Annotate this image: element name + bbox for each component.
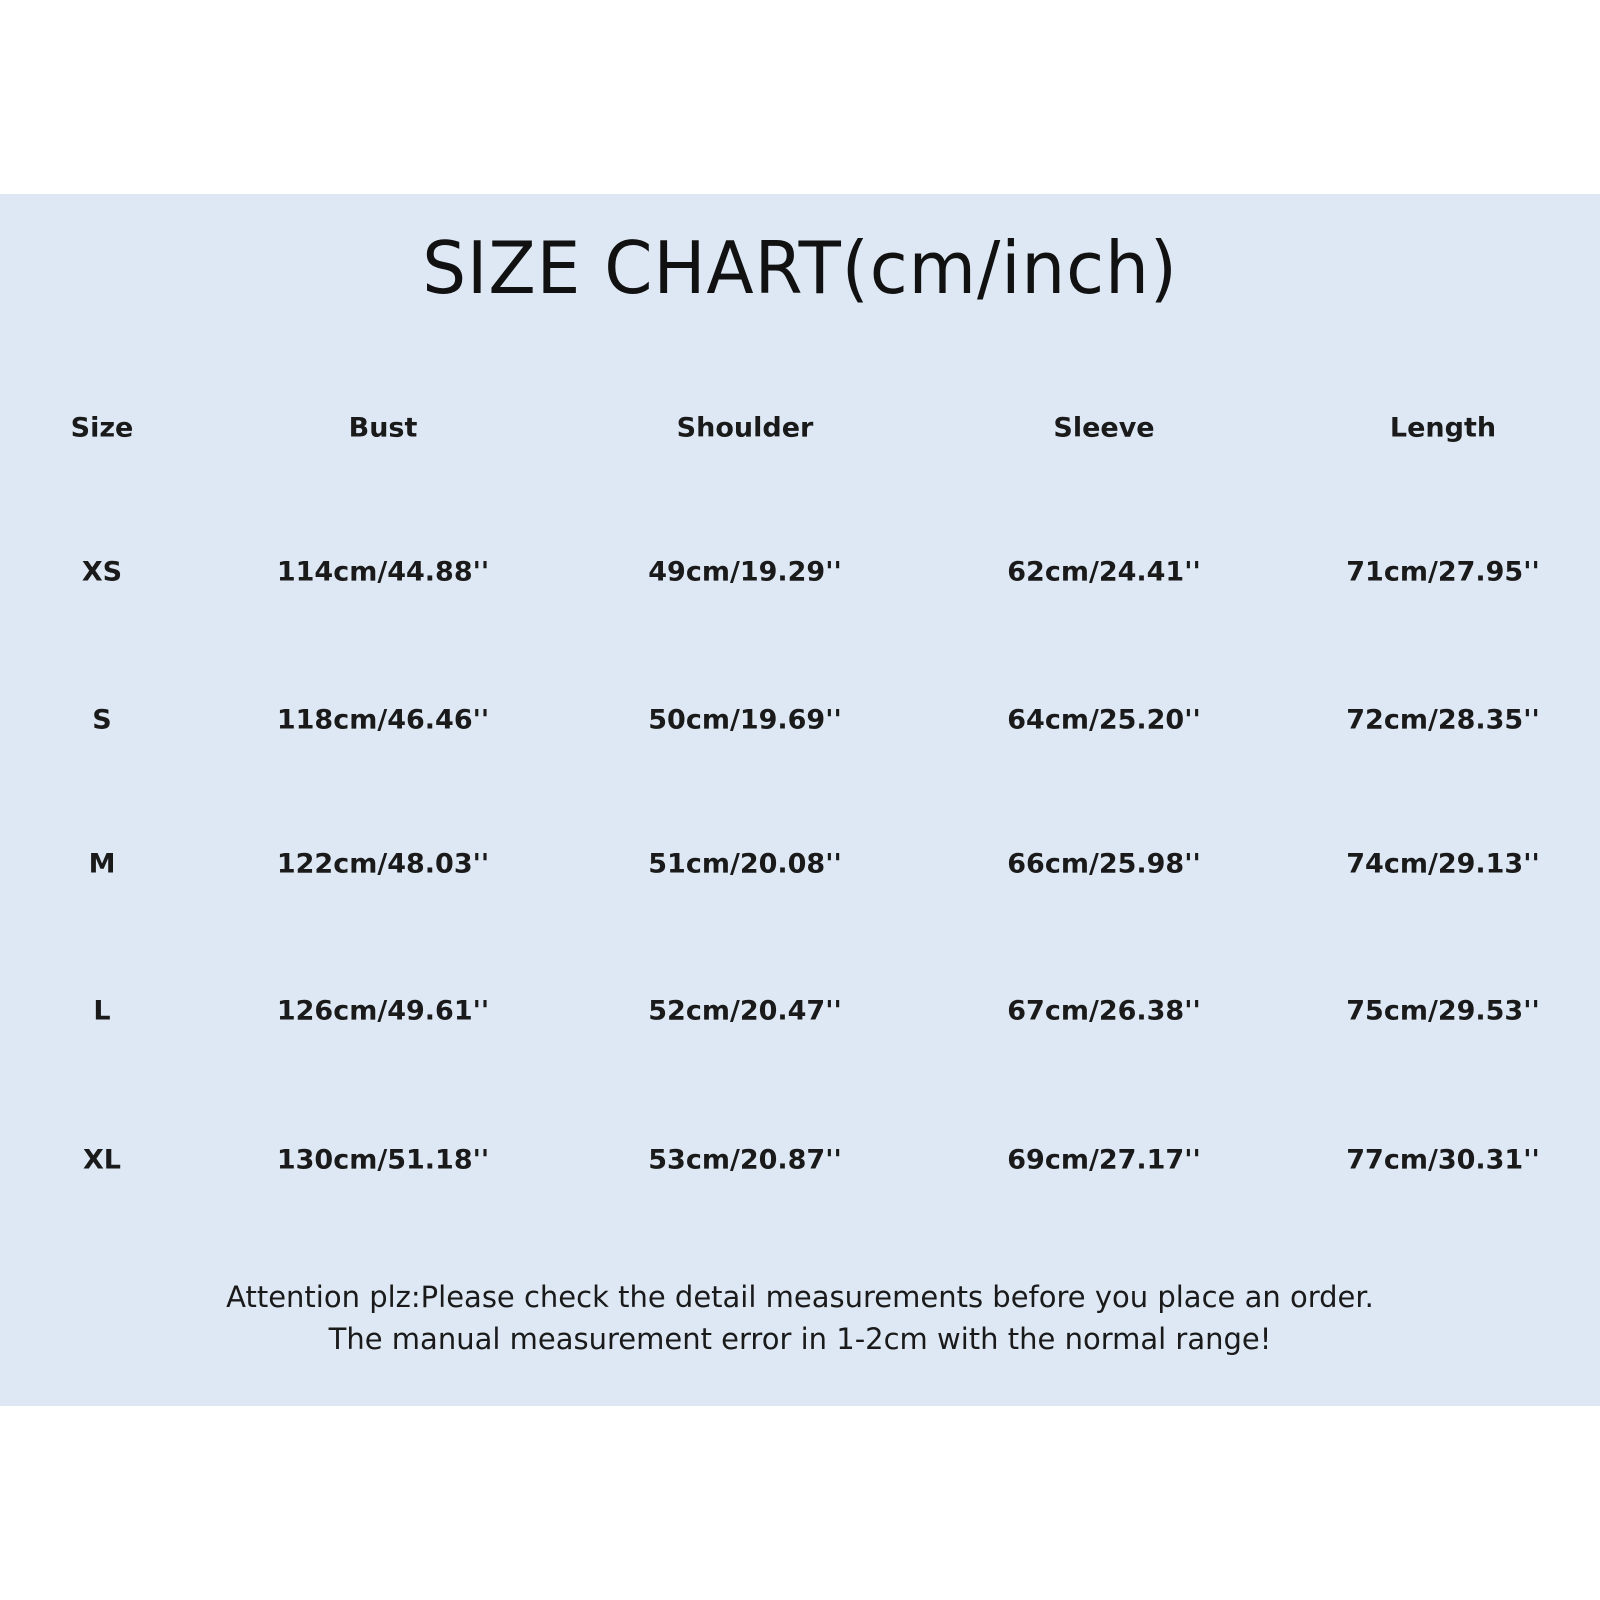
header-size: Size [70,412,134,444]
cell-m-length: 74cm/29.13'' [1346,848,1540,880]
cell-xl-sleeve: 69cm/27.17'' [1007,1144,1201,1176]
cell-s-bust: 118cm/46.46'' [276,704,490,736]
size-chart-panel [0,194,1600,1406]
cell-xs-shoulder: 49cm/19.29'' [648,556,842,588]
cell-xs-length: 71cm/27.95'' [1346,556,1540,588]
cell-m-size: M [88,848,116,880]
cell-xs-bust: 114cm/44.88'' [276,556,490,588]
cell-l-bust: 126cm/49.61'' [276,995,490,1027]
cell-xl-bust: 130cm/51.18'' [276,1144,490,1176]
cell-l-length: 75cm/29.53'' [1346,995,1540,1027]
cell-xs-sleeve: 62cm/24.41'' [1007,556,1201,588]
cell-m-shoulder: 51cm/20.08'' [648,848,842,880]
header-shoulder: Shoulder [676,412,814,444]
cell-xl-length: 77cm/30.31'' [1346,1144,1540,1176]
measurement-notice [0,1276,1600,1360]
cell-l-size: L [93,995,111,1027]
cell-l-shoulder: 52cm/20.47'' [648,995,842,1027]
cell-s-shoulder: 50cm/19.69'' [648,704,842,736]
header-length: Length [1389,412,1497,444]
cell-m-sleeve: 66cm/25.98'' [1007,848,1201,880]
cell-xs-size: XS [81,556,123,588]
cell-m-bust: 122cm/48.03'' [276,848,490,880]
notice-line-2: The manual measurement error in 1-2cm with the normal range! [328,1322,1272,1356]
cell-s-size: S [92,704,112,736]
header-sleeve: Sleeve [1053,412,1155,444]
cell-xl-shoulder: 53cm/20.87'' [648,1144,842,1176]
cell-l-sleeve: 67cm/26.38'' [1007,995,1201,1027]
cell-s-length: 72cm/28.35'' [1346,704,1540,736]
cell-xl-size: XL [82,1144,122,1176]
header-bust: Bust [348,412,418,444]
size-table [0,194,1600,1406]
cell-s-sleeve: 64cm/25.20'' [1007,704,1201,736]
notice-line-1: Attention plz:Please check the detail measurements before you place an order. [226,1280,1374,1314]
size-chart-title: SIZE CHART(cm/inch) [422,226,1178,310]
